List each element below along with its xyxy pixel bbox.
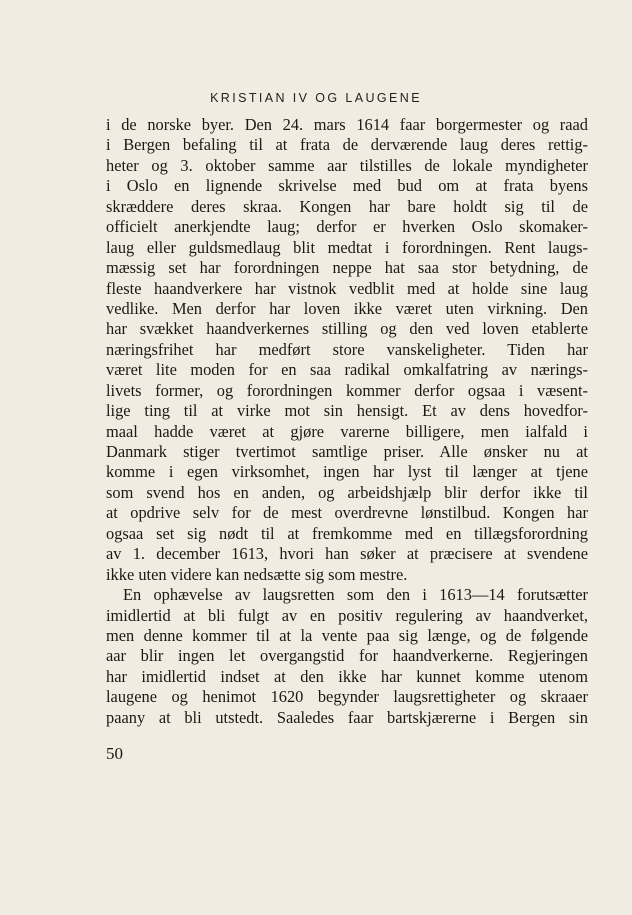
text-line: været lite moden for en saa radikal omkalfatring av nærings- [106, 360, 588, 380]
text-line: heter og 3. oktober samme aar tilstilles de lokale myndigheter [106, 155, 588, 175]
text-line: lige ting til at virke mot sin hensigt. Et av dens hovedfor- [106, 401, 588, 421]
text-line: at opdrive selv for de mest overdrevne lønstilbud. Kongen har [106, 503, 588, 523]
text-line: maal hadde været at gjøre varerne billigere, men ialfald i [106, 421, 588, 441]
text-line: men denne kommer til at la vente paa sig længe, og de følgende [106, 625, 588, 645]
text-line: aar blir ingen let overgangstid for haandverkerne. Regjeringen [106, 646, 588, 666]
text-line: skræddere deres skraa. Kongen har bare holdt sig til de [106, 196, 588, 216]
text-line: fleste haandverkere har vistnok vedblit med at holde sine laug [106, 278, 588, 298]
text-line: livets former, og forordningen kommer derfor ogsaa i væsent- [106, 380, 588, 400]
text-line: i de norske byer. Den 24. mars 1614 faar borgermester og raad [106, 115, 588, 134]
text-line: mæssig set har forordningen neppe hat saa stor betydning, de [106, 258, 588, 278]
text-line: som svend hos en anden, og arbeidshjælp blir derfor ikke til [106, 482, 588, 502]
running-head: KRISTIAN IV OG LAUGENE [210, 91, 422, 105]
text-line: imidlertid at bli fulgt av en positiv regulering av haandverket, [106, 605, 588, 625]
page-number: 50 [106, 744, 123, 763]
text-line: av 1. december 1613, hvori han søker at præcisere at svendene [106, 544, 588, 564]
text-line: laugene og henimot 1620 begynder laugsrettigheter og skraaer [106, 687, 588, 707]
text-line: ogsaa set sig nødt til at fremkomme med en tillægsforordning [106, 523, 588, 543]
text-line: i Oslo en lignende skrivelse med bud om at frata byens [106, 176, 588, 196]
text-line: vedlike. Men derfor har loven ikke været uten virkning. Den [106, 298, 588, 318]
text-line: ikke uten videre kan nedsætte sig som mestre. [106, 564, 408, 584]
text-line: i Bergen befaling til at frata de derværende laug deres rettig- [106, 135, 588, 155]
text-line: næringsfrihet har medført store vanskeligheter. Tiden har [106, 339, 588, 359]
text-line: Danmark stiger tvertimot samtlige priser. Alle ønsker nu at [106, 442, 588, 461]
text-line: laug eller guldsmedlaug blit medtat i forordningen. Rent laugs- [106, 237, 588, 257]
text-line: komme i egen virksomhet, ingen har lyst til længer at tjene [106, 462, 588, 482]
text-line: En ophævelse av laugsretten som den i 1613—14 forutsætter [123, 585, 588, 605]
text-line: paany at bli utstedt. Saaledes faar bartskjærerne i Bergen sin [106, 707, 588, 727]
body-text [106, 115, 588, 728]
text-line: har svækket haandverkernes stilling og den ved loven etablerte [106, 319, 588, 339]
text-line: officielt anerkjendte laug; derfor er hverken Oslo skomaker- [106, 217, 588, 237]
text-line: har imidlertid indset at den ikke har kunnet komme utenom [106, 666, 588, 686]
